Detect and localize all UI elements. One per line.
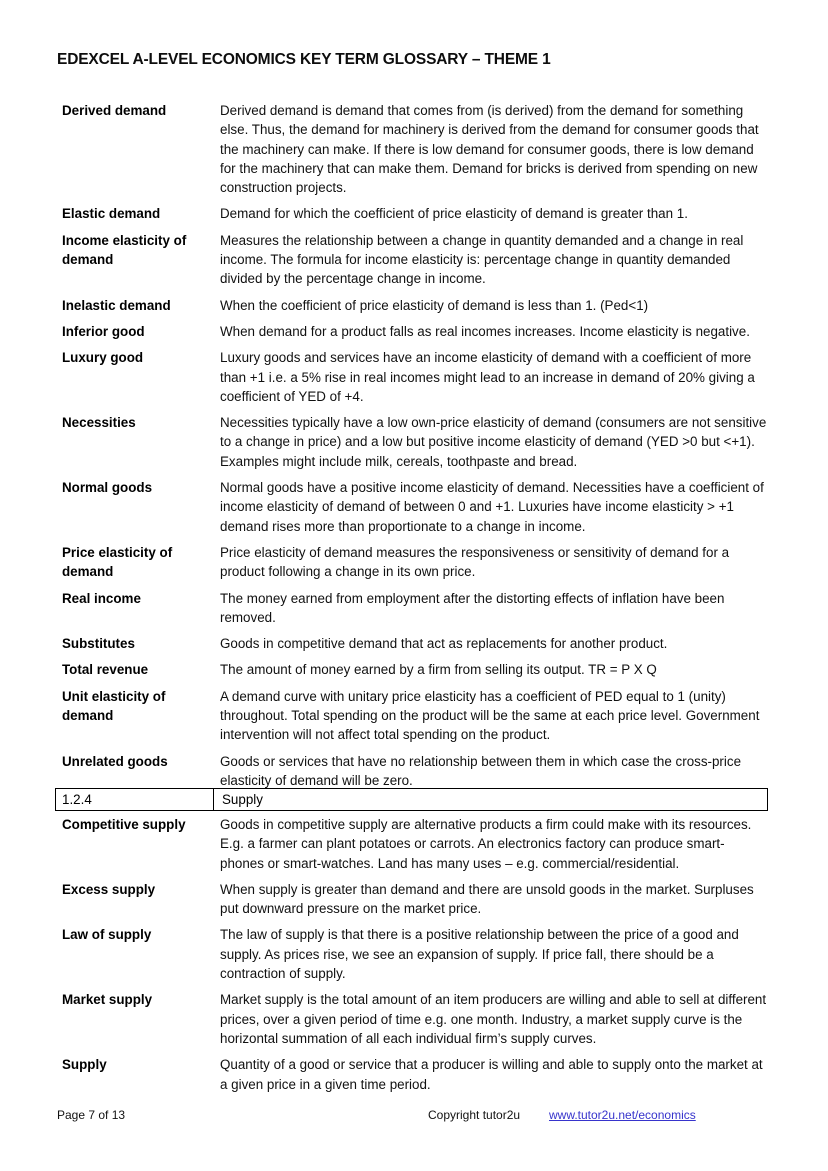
glossary-term: Derived demand bbox=[62, 103, 167, 118]
glossary-row bbox=[62, 204, 768, 223]
glossary-definition: Quantity of a good or service that a producer is willing and able to supply onto the market at a given price in a given time period. bbox=[220, 1057, 763, 1092]
glossary-row bbox=[62, 925, 768, 983]
glossary-row bbox=[62, 231, 768, 289]
glossary-row bbox=[62, 660, 768, 679]
glossary-row bbox=[62, 815, 768, 873]
glossary-row bbox=[62, 296, 768, 315]
glossary-term: Price elasticity of demand bbox=[62, 544, 173, 580]
section-code: 1.2.4 bbox=[56, 789, 214, 810]
glossary-term: Competitive supply bbox=[62, 817, 186, 832]
glossary-term: Unit elasticity of demand bbox=[62, 688, 166, 724]
glossary-row bbox=[62, 687, 768, 745]
glossary-definition: When supply is greater than demand and there are unsold goods in the market. Surpluses put downward pressure on the market price. bbox=[220, 881, 754, 917]
glossary-definition: Goods in competitive demand that act as replacements for another product. bbox=[220, 636, 668, 652]
glossary-term: Inferior good bbox=[62, 323, 145, 339]
glossary-definition: The law of supply is that there is a positive relationship between the price of a good and supply. As prices rise, we see an expansion of supply. If price fall, there should be a contraction of supply. bbox=[220, 927, 739, 982]
glossary-term: Luxury good bbox=[62, 350, 144, 366]
glossary-term: Inelastic demand bbox=[62, 297, 171, 313]
glossary-term: Market supply bbox=[62, 992, 153, 1008]
glossary-row bbox=[62, 478, 768, 536]
glossary-definition: Necessities typically have a low own-price elasticity of demand (consumers are not sensitive to a change in price) and a low but positive income elasticity of demand (YED >0 but <+1). Examples might include milk, cereals, toothpaste and bread. bbox=[220, 415, 767, 469]
glossary-term: Normal goods bbox=[62, 480, 153, 496]
glossary-definition: Derived demand is demand that comes from (is derived) from the demand for something else. Thus, the demand for machinery is derived from the demand for consumer goods that the machinery can make. If there is low demand for consumer goods, there is low demand for the machinery that can make them. Demand for bricks is derived from spending on new construction projects. bbox=[220, 103, 759, 196]
glossary-term: Law of supply bbox=[62, 927, 152, 943]
glossary-definition: A demand curve with unitary price elasticity has a coefficient of PED equal to 1 (unity) throughout. Total spending on the product will be the same at each price level. Government intervention will not affect total spending on the product. bbox=[220, 688, 760, 743]
glossary-row bbox=[62, 880, 768, 919]
glossary-term: Excess supply bbox=[62, 881, 156, 897]
glossary-definition: Price elasticity of demand measures the responsiveness or sensitivity of demand for a product following a change in its own price. bbox=[220, 544, 730, 580]
glossary-term: Total revenue bbox=[62, 662, 149, 678]
glossary-definition: Demand for which the coefficient of price elasticity of demand is greater than 1. bbox=[220, 206, 688, 222]
glossary-definition: Normal goods have a positive income elasticity of demand. Necessities have a coefficient of income elasticity of demand of between 0 and +1. Luxuries have income elasticity > +1 demand rises more than proportionate to a change in income. bbox=[220, 480, 764, 534]
glossary-definition: Goods or services that have no relationship between them in which case the cross-price elasticity of demand will be zero. bbox=[220, 753, 742, 788]
glossary-term: Income elasticity of demand bbox=[62, 232, 187, 268]
website-link[interactable]: www.tutor2u.net/economics bbox=[549, 1108, 696, 1122]
glossary-table-supply bbox=[62, 815, 768, 1094]
glossary-row bbox=[62, 589, 768, 628]
glossary-term: Necessities bbox=[62, 415, 136, 431]
glossary-term: Supply bbox=[62, 1057, 107, 1073]
glossary-definition: When the coefficient of price elasticity of demand is less than 1. (Ped<1) bbox=[220, 297, 649, 313]
glossary-term: Real income bbox=[62, 590, 141, 606]
page-title: EDEXCEL A-LEVEL ECONOMICS KEY TERM GLOSSARY – THEME 1 bbox=[57, 51, 551, 68]
glossary-term: Elastic demand bbox=[62, 206, 161, 222]
glossary-row bbox=[62, 348, 768, 406]
glossary-term: Substitutes bbox=[62, 636, 135, 652]
glossary-definition: When demand for a product falls as real incomes increases. Income elasticity is negative. bbox=[220, 323, 750, 339]
section-name: Supply bbox=[222, 791, 263, 807]
glossary-row bbox=[62, 101, 768, 197]
glossary-table-demand bbox=[62, 101, 768, 790]
page-number-label: Page 7 of 13 bbox=[57, 1108, 126, 1122]
glossary-definition: The money earned from employment after the distorting effects of inflation have been removed. bbox=[220, 590, 725, 625]
page-footer bbox=[57, 1105, 771, 1125]
glossary-row bbox=[62, 1055, 768, 1094]
glossary-row bbox=[62, 634, 768, 653]
glossary-definition: Measures the relationship between a change in quantity demanded and a change in real income. The formula for income elasticity is: percentage change in quantity demanded divided by the percentage change in income. bbox=[220, 232, 744, 287]
glossary-row bbox=[62, 413, 768, 471]
glossary-term: Unrelated goods bbox=[62, 753, 168, 769]
glossary-definition: Market supply is the total amount of an item producers are willing and able to sell at different prices, over a given period of time e.g. one month. Industry, a market supply curve is the horizontal summation of all each individual firm’s supply curves. bbox=[220, 992, 767, 1046]
glossary-row bbox=[62, 543, 768, 582]
glossary-definition: Goods in competitive supply are alternative products a firm could make with its resources. E.g. a farmer can plant potatoes or carrots. An electronics factory can produce smart-phones or smart-watches. Land has many uses – e.g. commercial/residential. bbox=[220, 817, 752, 871]
section-header-box bbox=[55, 788, 768, 811]
glossary-definition: The amount of money earned by a firm from selling its output. TR = P X Q bbox=[220, 662, 657, 678]
glossary-definition: Luxury goods and services have an income elasticity of demand with a coefficient of more than +1 i.e. a 5% rise in real incomes might lead to an increase in demand of 20% giving a coefficient of YED of +4. bbox=[220, 350, 755, 404]
glossary-row bbox=[62, 752, 768, 791]
glossary-row bbox=[62, 322, 768, 341]
copyright-label: Copyright tutor2u bbox=[428, 1108, 521, 1122]
glossary-row bbox=[62, 990, 768, 1048]
